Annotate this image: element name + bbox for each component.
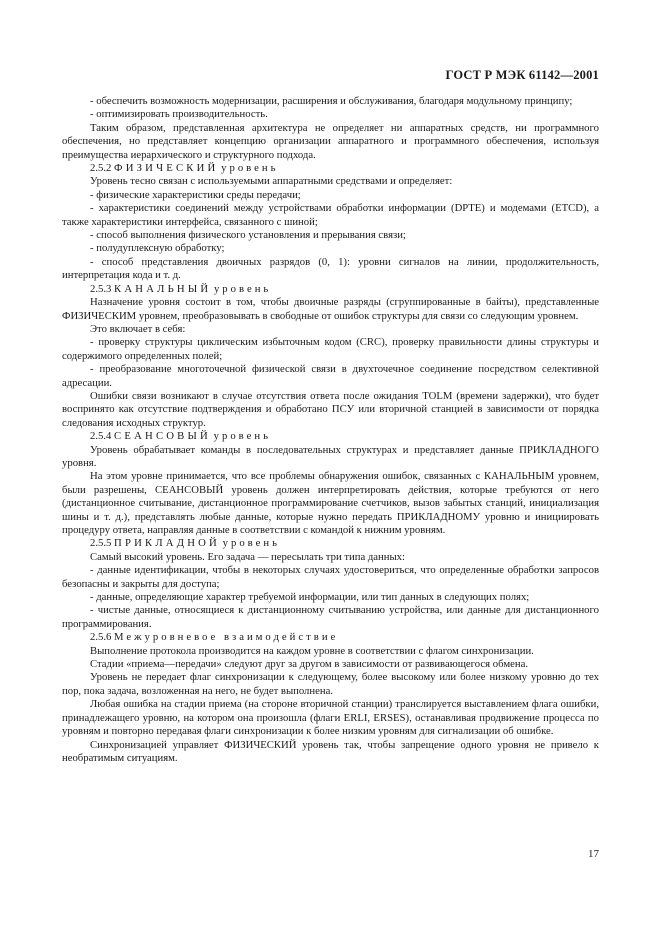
section-heading-2-5-6	[62, 631, 599, 644]
section-title-word: ФИЗИЧЕСКИЙ	[114, 162, 219, 175]
section-title-word: КАНАЛЬНЫЙ	[114, 282, 212, 295]
section-title-word: уровень	[213, 282, 272, 295]
paragraph: Таким образом, представленная архитектура не определяет ни аппаратных средств, ни программного обеспечения, но представляет концепцию организации аппаратного и программного обеспечения, используя преимущества иерархического и структурного подхода.	[62, 121, 599, 161]
paragraph: Ошибки связи возникают в случае отсутствия ответа после ожидания TOLM (времени задержки), что будет воспринято как отсутствие подтверждения и обработано ПСУ или вторичной станцией в зависимости от порядка следования исходных структур.	[62, 389, 599, 429]
paragraph: Уровень обрабатывает команды в последовательных структурах и представляет данные ПРИКЛАДНОГО уровня.	[62, 443, 599, 469]
section-number: 2.5.4	[90, 430, 112, 443]
standard-header: ГОСТ Р МЭК 61142—2001	[445, 68, 599, 82]
section-heading-2-5-5	[62, 537, 599, 550]
paragraph: Стадии «приема—передачи» следуют друг за другом в зависимости от развивающегося обмена.	[90, 658, 529, 671]
paragraph: - оптимизировать производительность.	[90, 108, 268, 121]
paragraph: - обеспечить возможность модернизации, расширения и обслуживания, благодаря модульному принципу;	[90, 95, 573, 107]
section-number: 2.5.2	[90, 162, 112, 175]
section-number: 2.5.5	[90, 537, 112, 550]
list-item: - способ представления двоичных разрядов (0, 1): уровни сигналов на линии, продолжительность, интерпретация кода и т. д.	[62, 255, 599, 282]
page-number: 17	[588, 848, 599, 860]
section-heading-2-5-4	[62, 430, 599, 443]
section-number: 2.5.6	[90, 631, 112, 644]
section-title: Межуровневое взаимодействие	[114, 631, 339, 644]
section-number: 2.5.3	[90, 282, 112, 295]
section-title-word: ПРИКЛАДНОЙ	[114, 537, 220, 550]
paragraph: На этом уровне принимается, что все проблемы обнаружения ошибок, связанных с КАНАЛЬНЫМ уровнем, были разрешены, СЕАНСОВЫЙ уровень должен интерпретировать действия, которые требуются от него (дистанционное считывание, дистанционное программирование счетчиков, вызов забытых станций, инициализация шины и т. д.), представлять любые данные, которые нужно передать ПРИКЛАДНОМУ уровню и инициировать процедуру ответа, направляя данные в соответствии с командой к нижним уровням.	[62, 470, 599, 536]
list-item: - данные идентификации, чтобы в некоторых случаях удостовериться, что определенные обработки запросов безопасны и закрыты для доступа;	[62, 564, 599, 590]
list-item: - полудуплексную обработку;	[90, 242, 225, 255]
section-title-word: уровень	[222, 537, 280, 550]
paragraph: Самый высокий уровень. Его задача — пересылать три типа данных:	[90, 550, 405, 563]
list-item: - преобразование многоточечной физической связи в двухточечное соединение посредством селективной адресации.	[62, 363, 599, 389]
paragraph: Уровень не передает флаг синхронизации к следующему, более высокому или более низкому уровню до тех пор, пока задача, возложенная на него, не будет выполнена.	[62, 671, 599, 697]
list-item: - способ выполнения физического установления и прерывания связи;	[90, 229, 406, 242]
paragraph: Выполнение протокола производится на каждом уровне в соответствии с флагом синхронизации.	[90, 644, 534, 657]
section-heading-2-5-2	[62, 162, 599, 175]
section-title-word: СЕАНСОВЫЙ	[114, 430, 211, 443]
section-heading-2-5-3	[62, 283, 599, 296]
list-item: - чистые данные, относящиеся к дистанционному считыванию устройства, или данные для дистанционного программирования.	[62, 604, 599, 630]
paragraph: Синхронизацией управляет ФИЗИЧЕСКИЙ уровень так, чтобы запрещение одного уровня не привело к необратимым ситуациям.	[62, 738, 599, 764]
paragraph: Любая ошибка на стадии приема (на стороне вторичной станции) транслируется выставлением флага ошибки, принадлежащего уровню, на котором она произошла (флаги ERLI, ERSES), останавливая продвижение процесса по уровням и повторно передавая флаги синхронизации к более низким уровням для сигнализации об ошибке.	[62, 698, 599, 738]
paragraph: Назначение уровня состоит в том, чтобы двоичные разряды (сгруппированные в байты), представленные ФИЗИЧЕСКИМ уровнем, преобразовывать в свободные от ошибок структуры для связи со следующим уровнем.	[62, 296, 599, 322]
document-body	[62, 95, 599, 765]
paragraph: Это включает в себя:	[90, 322, 186, 335]
paragraph: Уровень тесно связан с используемыми аппаратными средствами и определяет:	[90, 175, 453, 188]
section-title-word: уровень	[221, 162, 279, 175]
section-title-word: уровень	[213, 430, 271, 443]
list-item: - проверку структуры циклическим избыточным кодом (CRC), проверку правильности длины структуры и содержимого определенных полей;	[62, 336, 599, 362]
list-item: - данные, определяющие характер требуемой информации, или тип данных в следующих полях;	[90, 591, 530, 604]
list-item: - физические характеристики среды передачи;	[90, 188, 301, 201]
list-item: - характеристики соединений между устройствами обработки информации (DPTE) и модемами (ETCD), а также характеристики интерфейса, связанного с шиной;	[62, 202, 599, 228]
